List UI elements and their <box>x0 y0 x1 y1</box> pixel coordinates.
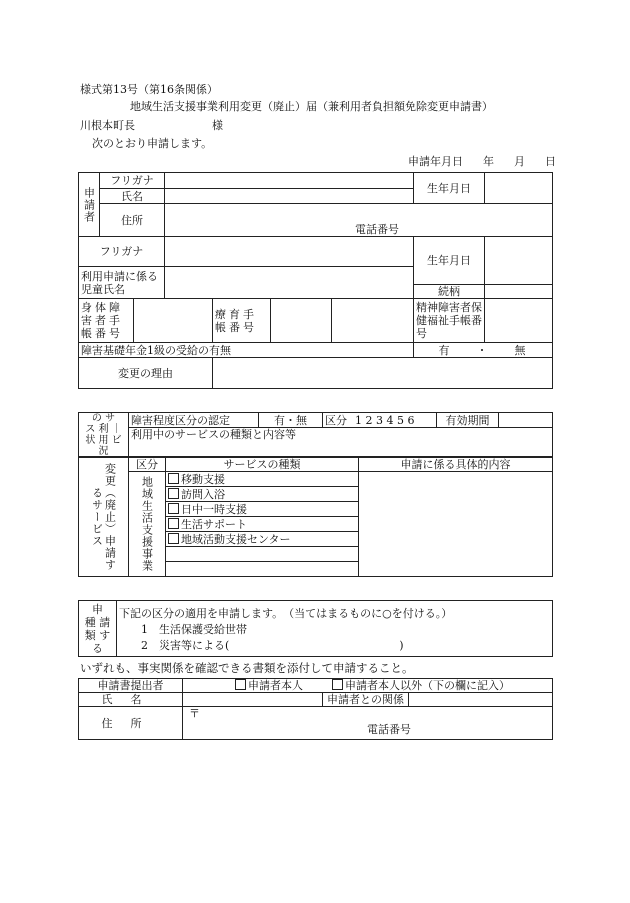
service-item-checkbox[interactable] <box>168 503 179 514</box>
child-furigana-field[interactable] <box>165 237 414 267</box>
pension-no[interactable]: 無 <box>514 343 528 357</box>
applicant-phone-label: 電話番号 <box>355 223 400 236</box>
service-detail-header: 申請に係る具体的内容 <box>359 457 553 472</box>
submitter-options <box>183 679 553 693</box>
submitter-self-checkbox[interactable] <box>235 679 246 690</box>
submitter-other-option[interactable]: 申請者本人以外（下の欄に記入） <box>332 679 510 692</box>
disability-cert-label: 障害程度区分の認定 <box>129 413 259 428</box>
intro-text: 次のとおり申請します。 <box>92 137 213 150</box>
submitter-self-option[interactable]: 申請者本人 <box>235 679 303 692</box>
child-birthdate-label: 生年月日 <box>414 237 485 285</box>
child-relation-field[interactable] <box>485 285 553 299</box>
child-name-field[interactable] <box>165 267 414 299</box>
service-type-header: サービスの種類 <box>166 457 359 472</box>
service-item-row[interactable] <box>166 502 359 517</box>
application-date-label: 申請年月日 <box>408 155 463 168</box>
service-kubun-header: 区分 <box>129 457 166 472</box>
service-item-label: 地域活動支援センター <box>181 532 291 546</box>
ryoiku-handbook-label: 療育手帳番号 <box>213 299 271 343</box>
applicant-furigana-label: フリガナ <box>100 173 165 189</box>
service-item-blank[interactable] <box>166 547 359 562</box>
attachment-note: いずれも、事実関係を確認できる書類を添付して申請すること。 <box>80 661 414 675</box>
ryoiku-handbook-field-extra[interactable] <box>332 299 414 343</box>
service-status-section-label: の サ ス 利 ｜ 状 用 ビ 況 <box>79 413 129 458</box>
pension-dot: ・ <box>476 343 490 357</box>
service-category-label: 地域生活支援事業 <box>129 472 166 577</box>
service-item-checkbox[interactable] <box>168 473 179 484</box>
mental-handbook-label: 精神障害者保健福祉手帳番号 <box>414 299 485 343</box>
year-label: 年 <box>483 155 494 168</box>
month-label: 月 <box>514 155 525 168</box>
service-item-checkbox[interactable] <box>168 533 179 544</box>
applicant-furigana-field[interactable] <box>165 173 414 189</box>
service-item-row[interactable] <box>166 517 359 532</box>
application-date[interactable] <box>408 156 556 167</box>
application-type-body <box>117 601 553 657</box>
submitter-label: 申請書提出者 <box>79 679 183 693</box>
physical-handbook-label: 身体障害者手帳番号 <box>79 299 134 343</box>
pension-label: 障害基礎年金1級の受給の有無 <box>79 343 414 358</box>
change-reason-field[interactable] <box>213 358 553 389</box>
validity-label: 有効期間 <box>437 413 499 428</box>
service-request-section-label: 変更（廃止）申請するサービス <box>79 457 129 577</box>
submitter-address-label: 住所 <box>79 707 183 740</box>
application-type-table <box>78 600 553 657</box>
child-name-label: 利用申請に係る児童氏名 <box>79 267 165 299</box>
applicant-birthdate-label: 生年月日 <box>414 173 485 204</box>
submitter-address-field[interactable] <box>183 707 553 740</box>
service-request-table <box>78 456 553 577</box>
service-item-row[interactable] <box>166 472 359 487</box>
child-furigana-label: フリガナ <box>79 237 165 267</box>
option-2-close: ) <box>399 639 404 652</box>
service-status-table <box>78 412 553 458</box>
application-type-option-1[interactable]: 1 生活保護受給世帯 <box>141 623 247 636</box>
submitter-name-label: 氏名 <box>79 693 183 707</box>
service-item-row[interactable] <box>166 532 359 547</box>
service-item-label: 移動支援 <box>181 472 225 486</box>
applicant-address-label: 住所 <box>100 204 165 237</box>
applicant-name-field[interactable] <box>165 189 414 204</box>
disability-cert-yes-no[interactable]: 有・無 <box>259 413 323 428</box>
application-type-instruction: 下記の区分の適用を申請します。 （当てはまるものに○を付ける。） <box>119 607 453 620</box>
addressee-sama: 様 <box>212 119 223 132</box>
applicant-table <box>78 172 553 389</box>
pension-choice[interactable] <box>414 343 553 358</box>
submitter-table <box>78 678 553 740</box>
application-type-option-2[interactable]: 2 災害等による( ) <box>141 639 404 652</box>
form-number: 様式第13号（第16条関係） <box>80 83 218 96</box>
day-label: 日 <box>545 155 556 168</box>
kubun-level-options[interactable]: 1 2 3 4 5 6 <box>355 413 415 427</box>
current-services-label: 利用中のサービスの種類と内容等 <box>131 428 296 441</box>
form-title: 地域生活支援事業利用変更（廃止）届（兼利用者負担額免除変更申請書） <box>130 100 493 113</box>
postal-mark: 〒 <box>189 707 200 720</box>
child-birthdate-field[interactable] <box>485 237 553 285</box>
kubun-label: 区分 <box>325 413 347 427</box>
applicant-section-label: 申請者 <box>79 173 100 237</box>
service-item-label: 生活サポート <box>181 517 247 531</box>
service-item-label: 訪問入浴 <box>181 487 225 501</box>
ryoiku-handbook-field[interactable] <box>271 299 332 343</box>
submitter-phone-label: 電話番号 <box>367 723 411 736</box>
submitter-other-checkbox[interactable] <box>332 679 343 690</box>
submitter-relation-label: 申請者との関係 <box>323 693 409 707</box>
validity-field[interactable] <box>499 413 553 428</box>
mental-handbook-field[interactable] <box>485 299 553 343</box>
current-services-field[interactable] <box>129 428 553 458</box>
applicant-address-field[interactable] <box>165 204 553 237</box>
applicant-birthdate-field[interactable] <box>485 173 553 204</box>
service-item-row[interactable] <box>166 487 359 502</box>
addressee: 川根本町長 <box>80 119 135 132</box>
service-item-checkbox[interactable] <box>168 488 179 499</box>
change-reason-label: 変更の理由 <box>79 358 213 389</box>
service-item-blank[interactable] <box>166 562 359 577</box>
submitter-relation-field[interactable] <box>409 693 553 707</box>
service-item-checkbox[interactable] <box>168 518 179 529</box>
pension-yes[interactable]: 有 <box>438 343 452 357</box>
kubun-levels[interactable] <box>323 413 437 428</box>
service-detail-field[interactable] <box>359 472 553 577</box>
child-relation-label: 続柄 <box>414 285 485 299</box>
applicant-name-label: 氏名 <box>100 189 165 204</box>
service-item-label: 日中一時支援 <box>181 502 247 516</box>
application-type-label: 申 種 請 類 す る <box>79 601 117 657</box>
physical-handbook-field[interactable] <box>134 299 213 343</box>
submitter-name-field[interactable] <box>183 693 323 707</box>
